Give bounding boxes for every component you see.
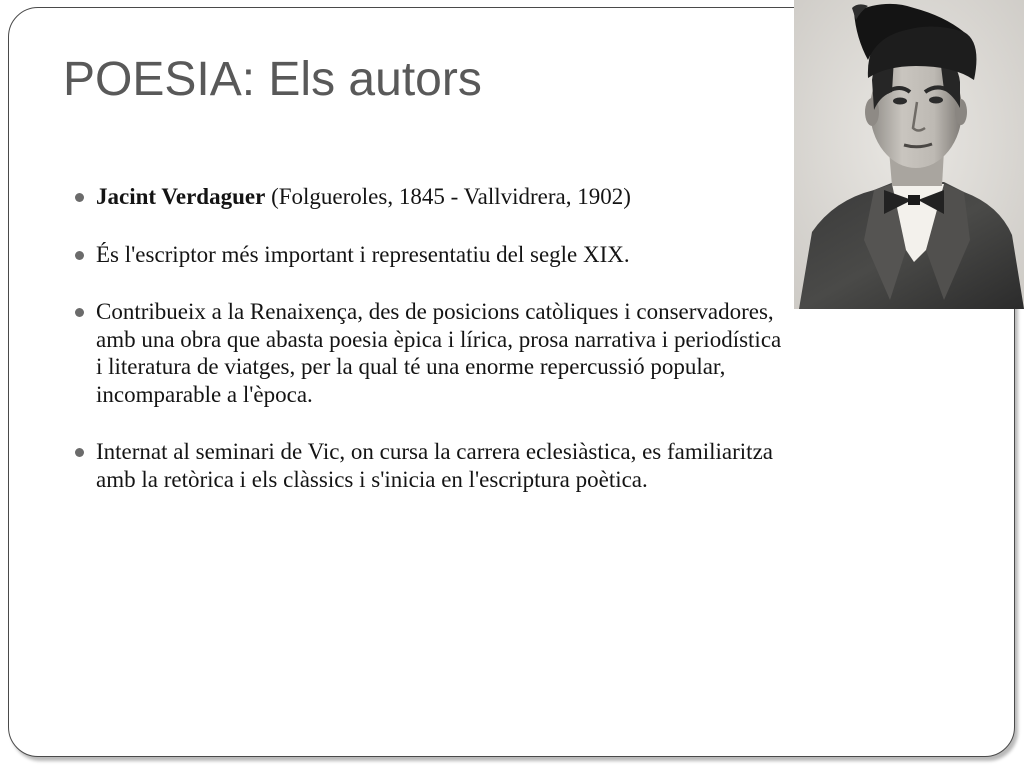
portrait-photo	[794, 0, 1024, 309]
author-name: Jacint Verdaguer	[96, 184, 266, 209]
slide-title: POESIA: Els autors	[63, 53, 482, 106]
bullet-icon	[75, 448, 84, 457]
bullet-icon	[75, 193, 84, 202]
bullet-list	[72, 183, 792, 493]
bullet-icon	[75, 308, 84, 317]
bullet-icon	[75, 251, 84, 260]
bullet-item-renaixenca	[72, 298, 792, 408]
bullet-text: Contribueix a la Renaixença, des de posicions catòliques i conservadores, amb una obra que abasta poesia èpica i lírica, prosa narrativa i periodística i literatura de viatges, per la qual té una enorme repercussió popular, incomparable a l'època.	[96, 299, 782, 407]
bullet-item-importance	[72, 241, 792, 269]
author-dates: (Folgueroles, 1845 - Vallvidrera, 1902)	[265, 184, 631, 209]
bullet-text: És l'escriptor més important i representatiu del segle XIX.	[96, 241, 630, 267]
bullet-item-author	[72, 183, 792, 211]
bullet-text: Internat al seminari de Vic, on cursa la carrera eclesiàstica, es familiaritza amb la retòrica i els clàssics i s'inicia en l'escriptura poètica.	[96, 439, 773, 492]
bullet-item-seminary	[72, 438, 792, 493]
